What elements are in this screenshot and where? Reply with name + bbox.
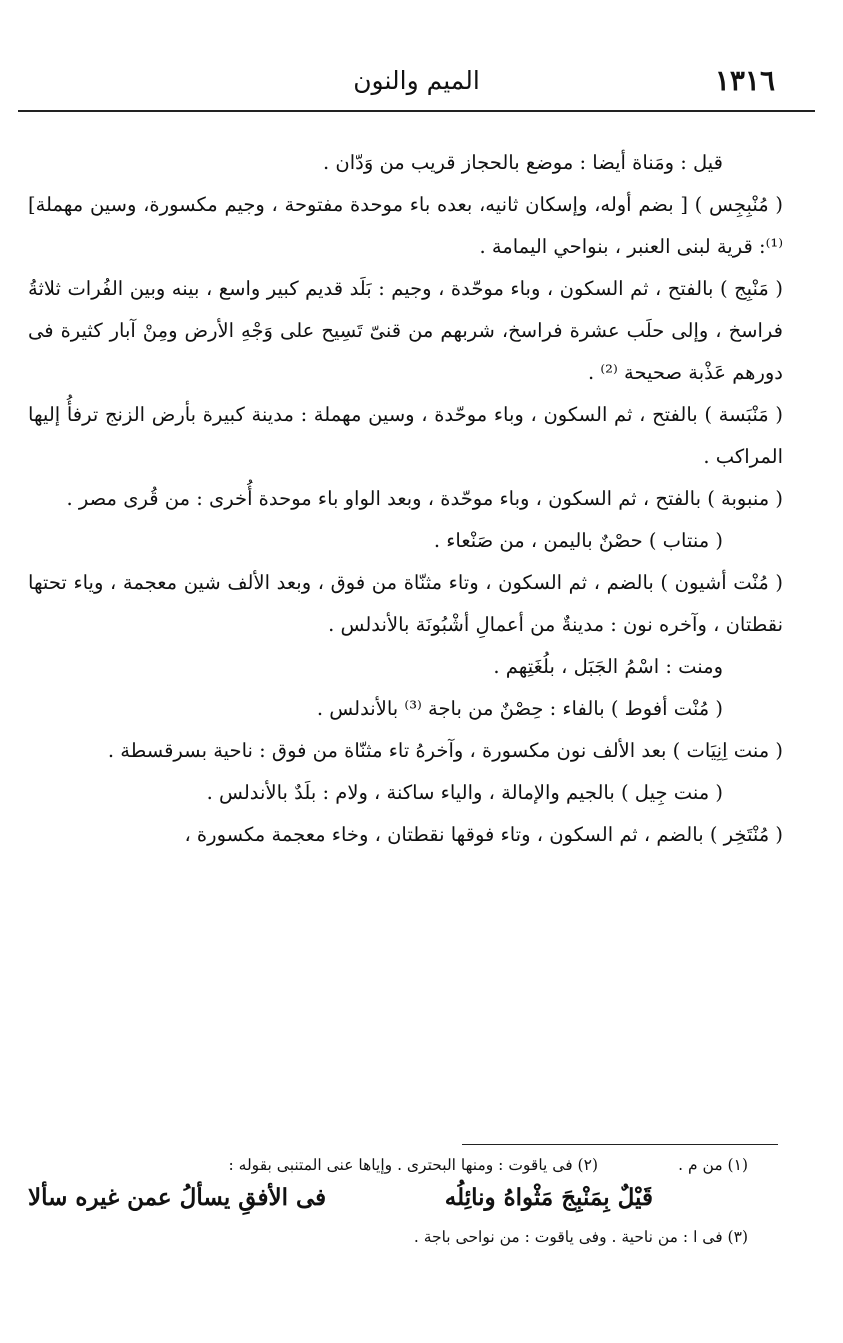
entry-paragraph: ( مَنْبِج ) بالفتح ، ثم السكون ، وباء موحّدة ، وجيم : بَلَد قديم كبير واسع ، بينه وبين الفُرات ثلاثةُ فراسخ ، وإلى حلَب عشرة فراسخ، شربهم من قنىّ تَسِيح على وَجْهِ الأرض ومِنْ آبار كثيرة فى دورهم عَذْبة صحيحة ⁽²⁾ . [28,277,783,384]
verse-line [28,1180,748,1222]
entry-paragraph: ( مَنْبَسة ) بالفتح ، ثم السكون ، وباء موحّدة ، وسين مهملة : مدينة كبيرة بأرض الزنج ترفأُ إليها المراكب . [28,403,783,468]
footnote-2: (٢) فى ياقوت : ومنها البحترى . وإياها عنى المتنبى بقوله : [228,1156,598,1174]
entry-paragraph: ( مُنْتَخِر ) بالضم ، ثم السكون ، وتاء فوقها نقطتان ، وخاء معجمة مكسورة ، [184,823,783,846]
page-header [18,60,815,100]
entry-paragraph: ( مُنْت أشيون ) بالضم ، ثم السكون ، وتاء مثنّاة من فوق ، وبعد الألف شين معجمة ، وياء تحتها نقطتان ، وآخره نون : مدينةٌ من أعمالِ أشْبُونَة بالأندلس . [28,571,783,636]
entry-paragraph: ( منتاب ) حصْنٌ باليمن ، من صَنْعاء . [433,529,723,552]
running-title: الميم والنون [353,66,480,95]
footnote-line [28,1150,748,1180]
entry-paragraph: ( منت جِيل ) بالجيم والإمالة ، والياء ساكنة ، ولام : بلَدٌ بالأندلس . [206,781,723,804]
footnote-3: (٣) فى ا : من ناحية . وفى ياقوت : من نواحى باجة . [413,1228,748,1246]
verse-hemistich-2: فى الأفقِ يسألُ عمن غيره سألا [28,1184,327,1211]
footnotes [28,1150,748,1253]
entry-paragraph: ( منت اِنِيَات ) بعد الألف نون مكسورة ، وآخرهُ تاء مثنّاة من فوق : ناحية بسرقسطة . [107,739,783,762]
footnote-rule [462,1144,778,1145]
header-rule [18,110,815,112]
footnote-1: (١) من م . [678,1156,748,1174]
verse-hemistich-1: قَيْلٌ بِمَنْبِجَ مَثْواهُ ونائِلُه [444,1184,653,1211]
entry-paragraph: ( منبوبة ) بالفتح ، ثم السكون ، وباء موحّدة ، وبعد الواو باء موحدة أُخرى : من قُرى مصر . [66,487,783,510]
entry-paragraph: ( مُنْبِجِس ) [ بضم أوله، وإسكان ثانيه، بعده باء موحدة مفتوحة ، وجيم مكسورة، وسين مهملة] ⁽¹⁾: قرية لبنى العنبر ، بنواحي اليمامة . [28,193,783,258]
entry-paragraph: ومنت : اسْمُ الجَبَل ، بلُغَتِهم . [493,655,723,678]
entry-paragraph: ( مُنْت أفوط ) بالفاء : حِصْنٌ من باجة ⁽³⁾ بالأندلس . [316,697,723,720]
entry-paragraph: قيل : ومَناة أيضا : موضع بالحجاز قريب من وَدّان . [323,151,723,174]
body-text [28,142,783,856]
page-number: ١٣١٦ [714,64,775,97]
